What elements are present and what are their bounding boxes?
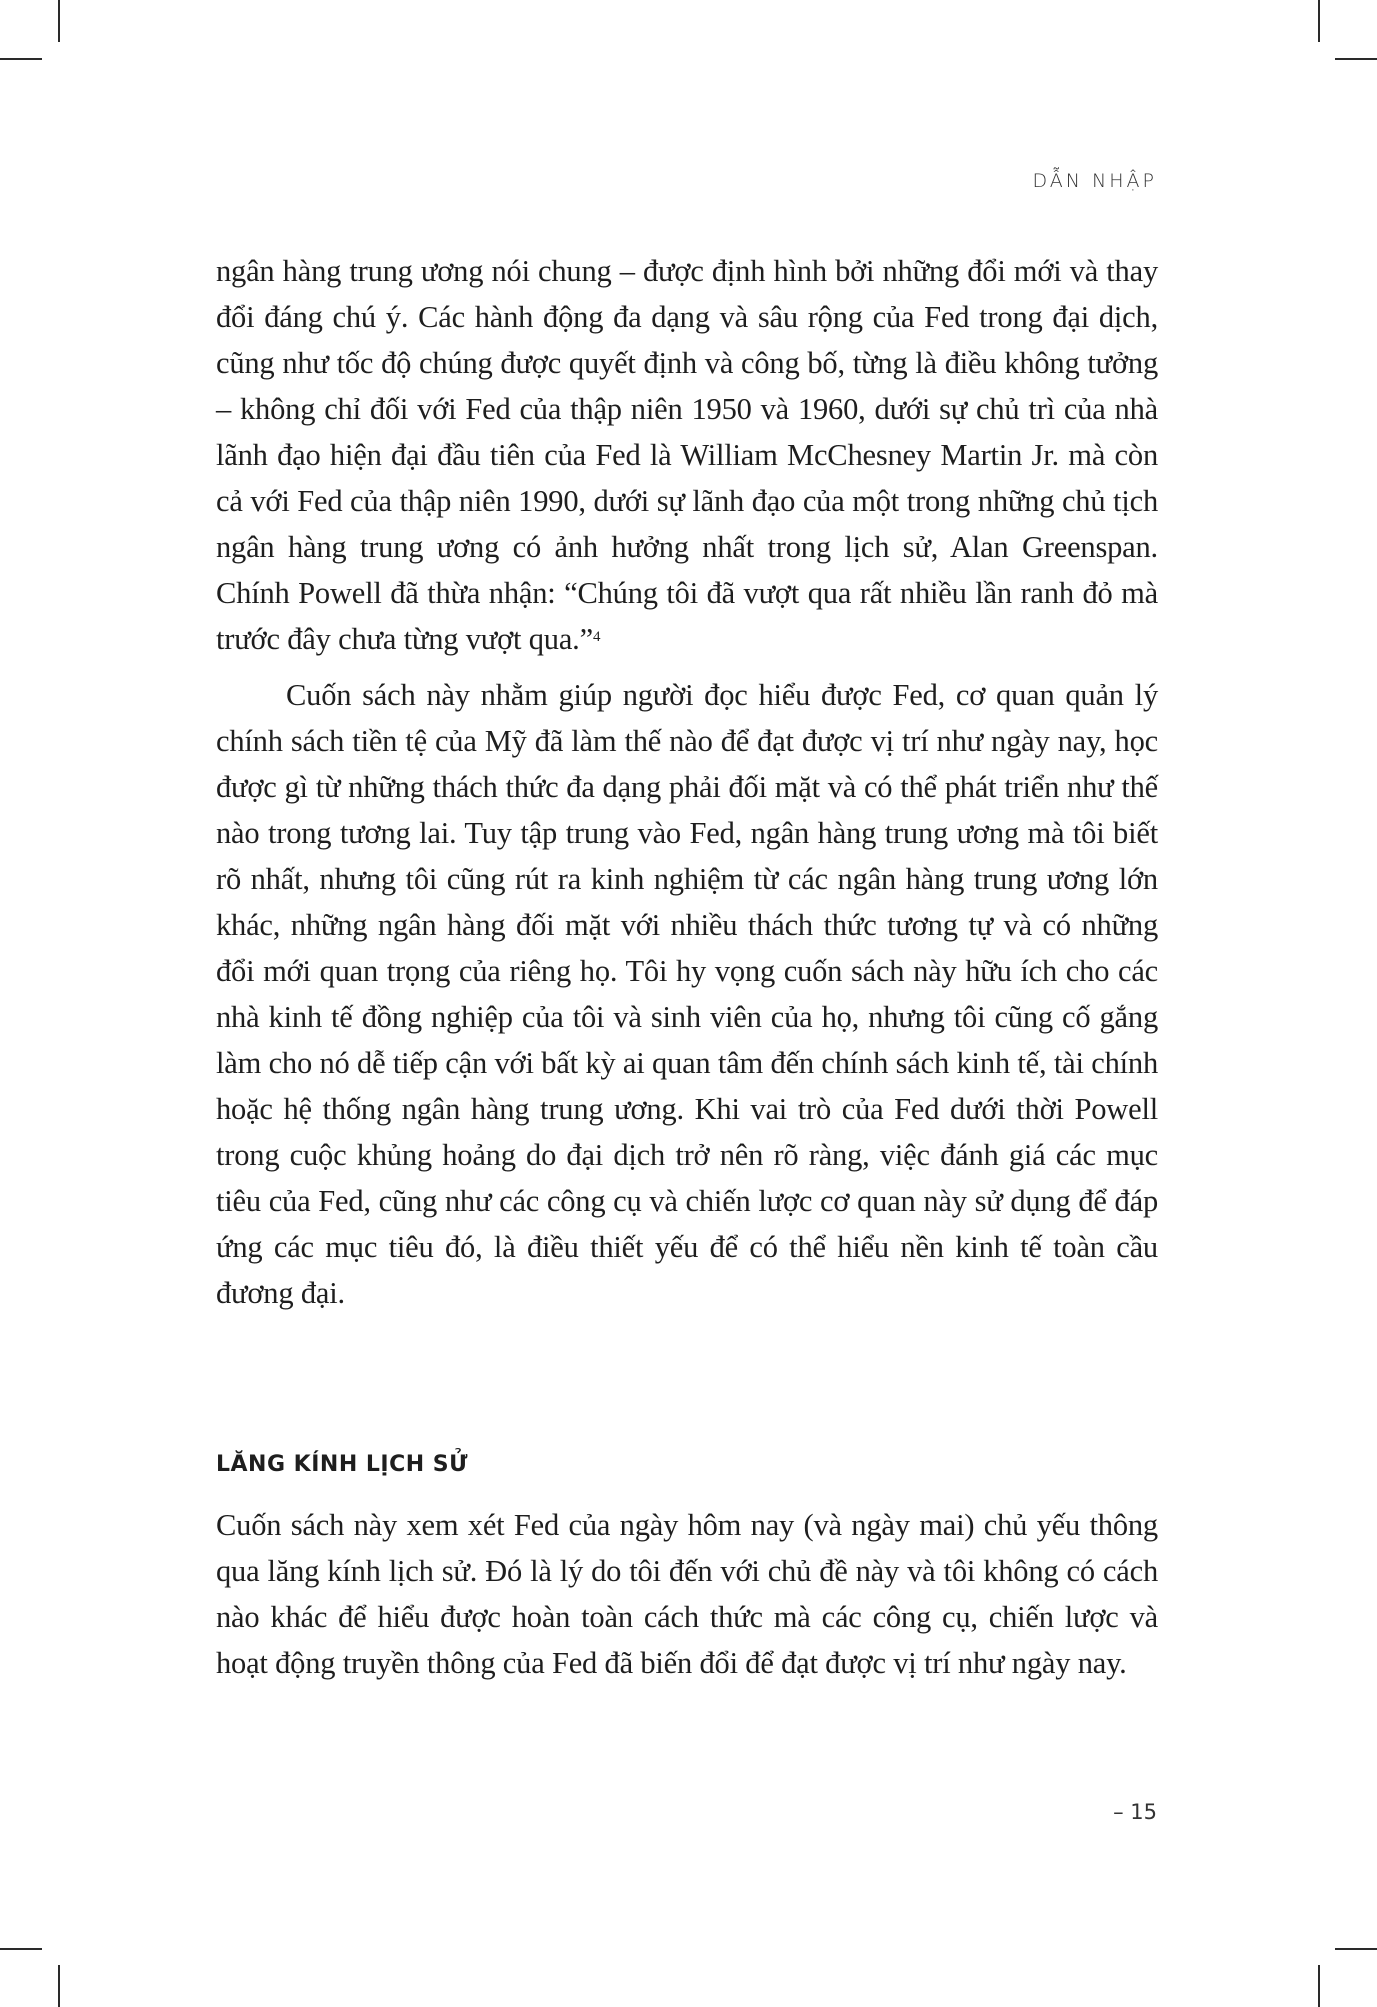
crop-mark-top-right-horizontal [1335, 58, 1377, 60]
crop-mark-top-right-vertical [1318, 0, 1320, 42]
crop-mark-bottom-right-horizontal [1335, 1948, 1377, 1950]
running-head: DẪN NHẬP [1032, 170, 1157, 192]
section-2-body [216, 1502, 1158, 1686]
paragraph-1 [216, 248, 1158, 662]
crop-mark-bottom-left-vertical [58, 1965, 60, 2007]
crop-mark-bottom-right-vertical [1318, 1965, 1320, 2007]
page-number: – 15 [1113, 1800, 1157, 1824]
footnote-ref[interactable]: 4 [592, 629, 601, 645]
section-heading: LĂNG KÍNH LỊCH SỬ [216, 1452, 469, 1477]
crop-mark-top-left-vertical [58, 0, 60, 42]
crop-mark-top-left-horizontal [0, 58, 42, 60]
crop-mark-bottom-left-horizontal [0, 1948, 42, 1950]
paragraph-1-text: ngân hàng trung ương nói chung – được định hình bởi những đổi mới và thay đổi đáng chú ý. Các hành động đa dạng và sâu rộng của Fed trong đại dịch, cũng như tốc độ chúng được quyết định và công bố, từng là điều không tưởng – không chỉ đối với Fed của thập niên 1950 và 1960, dưới sự chủ trì của nhà lãnh đạo hiện đại đầu tiên của Fed là William McChesney Martin Jr. mà còn cả với Fed của thập niên 1990, dưới sự lãnh đạo của một trong những chủ tịch ngân hàng trung ương có ảnh hưởng nhất trong lịch sử, Alan Greenspan. Chính Powell đã thừa nhận: “Chúng tôi đã vượt qua rất nhiều lần ranh đỏ mà trước đây chưa từng vượt qua.” [216, 254, 1158, 656]
paragraph-2: Cuốn sách này nhằm giúp người đọc hiểu được Fed, cơ quan quản lý chính sách tiền tệ của Mỹ đã làm thế nào để đạt được vị trí như ngày nay, học được gì từ những thách thức đa dạng phải đối mặt và có thể phát triển như thế nào trong tương lai. Tuy tập trung vào Fed, ngân hàng trung ương mà tôi biết rõ nhất, nhưng tôi cũng rút ra kinh nghiệm từ các ngân hàng trung ương lớn khác, những ngân hàng đối mặt với nhiều thách thức tương tự và có những đổi mới quan trọng của riêng họ. Tôi hy vọng cuốn sách này hữu ích cho các nhà kinh tế đồng nghiệp của tôi và sinh viên của họ, nhưng tôi cũng cố gắng làm cho nó dễ tiếp cận với bất kỳ ai quan tâm đến chính sách kinh tế, tài chính hoặc hệ thống ngân hàng trung ương. Khi vai trò của Fed dưới thời Powell trong cuộc khủng hoảng do đại dịch trở nên rõ ràng, việc đánh giá các mục tiêu của Fed, cũng như các công cụ và chiến lược cơ quan này sử dụng để đáp ứng các mục tiêu đó, là điều thiết yếu để có thể hiểu nền kinh tế toàn cầu đương đại. [216, 678, 1158, 1310]
section-1-body [216, 248, 1158, 1316]
paragraph-3: Cuốn sách này xem xét Fed của ngày hôm nay (và ngày mai) chủ yếu thông qua lăng kính lịch sử. Đó là lý do tôi đến với chủ đề này và tôi không có cách nào khác để hiểu được hoàn toàn cách thức mà các công cụ, chiến lược và hoạt động truyền thông của Fed đã biến đổi để đạt được vị trí như ngày nay. [216, 1508, 1158, 1680]
